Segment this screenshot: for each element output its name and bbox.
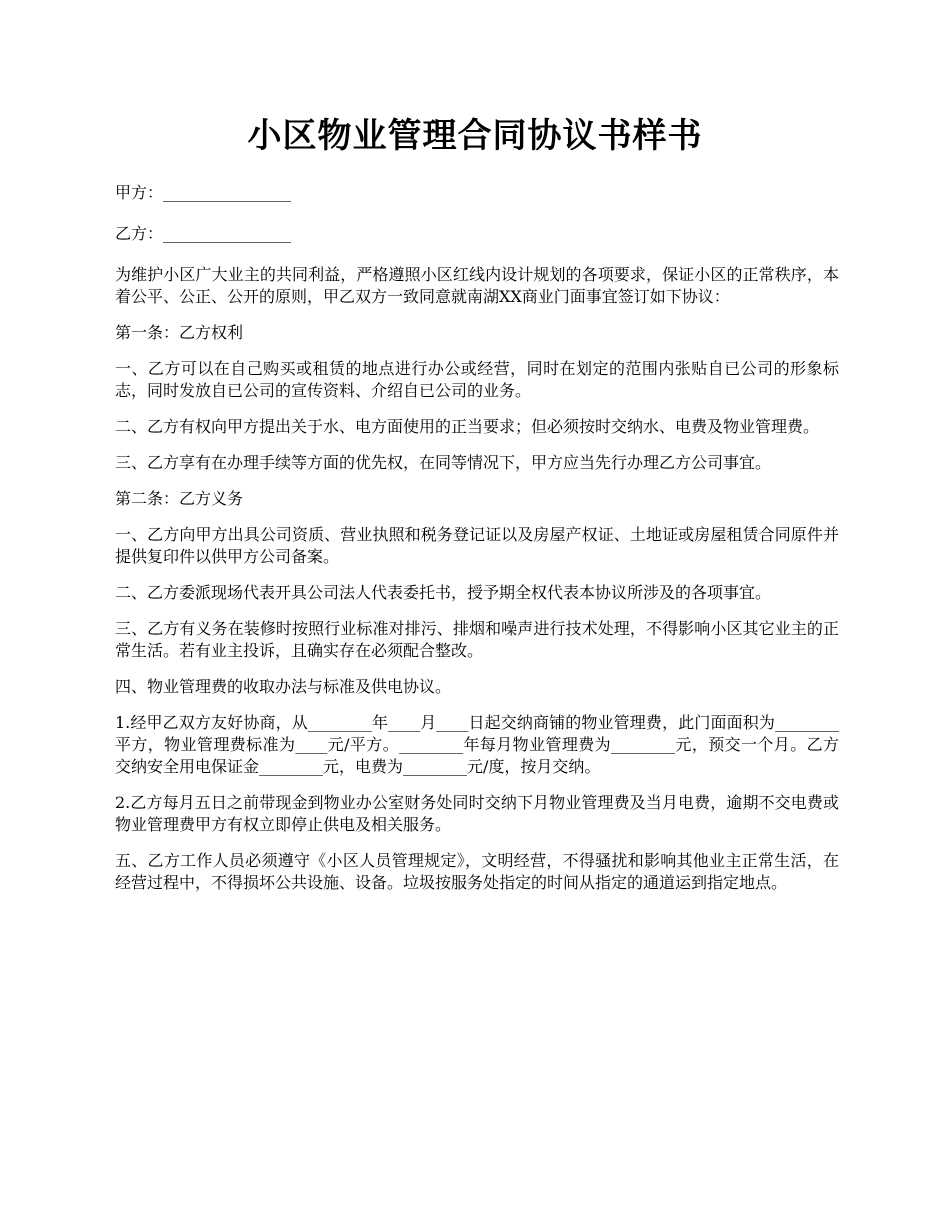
article-2-clause-4: 四、物业管理费的收取办法与标准及供电协议。 [115,677,452,696]
article-1-clause-2: 二、乙方有权向甲方提出关于水、电方面使用的正当要求；但必须按时交纳水、电费及物业管理费。 [115,417,820,436]
document-body [115,182,839,908]
article-1-clause-1: 一、乙方可以在自己购买或租赁的地点进行办公或经营，同时在划定的范围内张贴自已公司的形象标志，同时发放自已公司的宣传资料、介绍自已公司的业务。 [115,359,839,400]
document-title: 小区物业管理合同协议书样书 [247,116,703,156]
article-2-heading: 第二条：乙方义务 [115,489,244,508]
article-2-clause-3: 三、乙方有义务在装修时按照行业标准对排污、排烟和噪声进行技术处理，不得影响小区其它业主的正常生活。若有业主投诉，且确实存在必须配合整改。 [115,619,839,660]
article-1-clause-3: 三、乙方享有在办理手续等方面的优先权，在同等情况下，甲方应当先行办理乙方公司事宜。 [115,453,772,472]
article-2-clause-5: 五、乙方工作人员必须遵守《小区人员管理规定》，文明经营，不得骚扰和影响其他业主正常生活，在经营过程中，不得损坏公共设施、设备。垃圾按服务处指定的时间从指定的通道运到指定地点。 [115,851,839,892]
article-2-clause-1: 一、乙方向甲方出具公司资质、营业执照和税务登记证以及房屋产权证、土地证或房屋租赁合同原件并提供复印件以供甲方公司备案。 [115,525,839,566]
fee-subclause-1: 1.经甲乙双方友好协商，从________年____月____日起交纳商铺的物业管理费，此门面面积为________平方，物业管理费标准为____元/平方。________年每月物业管理费为________元，预交一个月。乙方交纳安全用电保证金________元，电费为________元/度，按月交纳。 [115,713,839,776]
party-b-line: 乙方：________________ [115,224,292,243]
fee-subclause-2: 2.乙方每月五日之前带现金到物业办公室财务处同时交纳下月物业管理费及当月电费，逾期不交电费或物业管理费甲方有权立即停止供电及相关服务。 [115,793,839,834]
article-2-clause-2: 二、乙方委派现场代表开具公司法人代表委托书，授予期全权代表本协议所涉及的各项事宜。 [115,583,772,602]
article-1-heading: 第一条：乙方权利 [115,323,244,342]
preamble-paragraph: 为维护小区广大业主的共同利益，严格遵照小区红线内设计规划的各项要求，保证小区的正常秩序，本着公平、公正、公开的原则，甲乙双方一致同意就南湖XX商业门面事宜签订如下协议： [115,265,839,306]
party-a-line: 甲方：________________ [115,183,292,202]
